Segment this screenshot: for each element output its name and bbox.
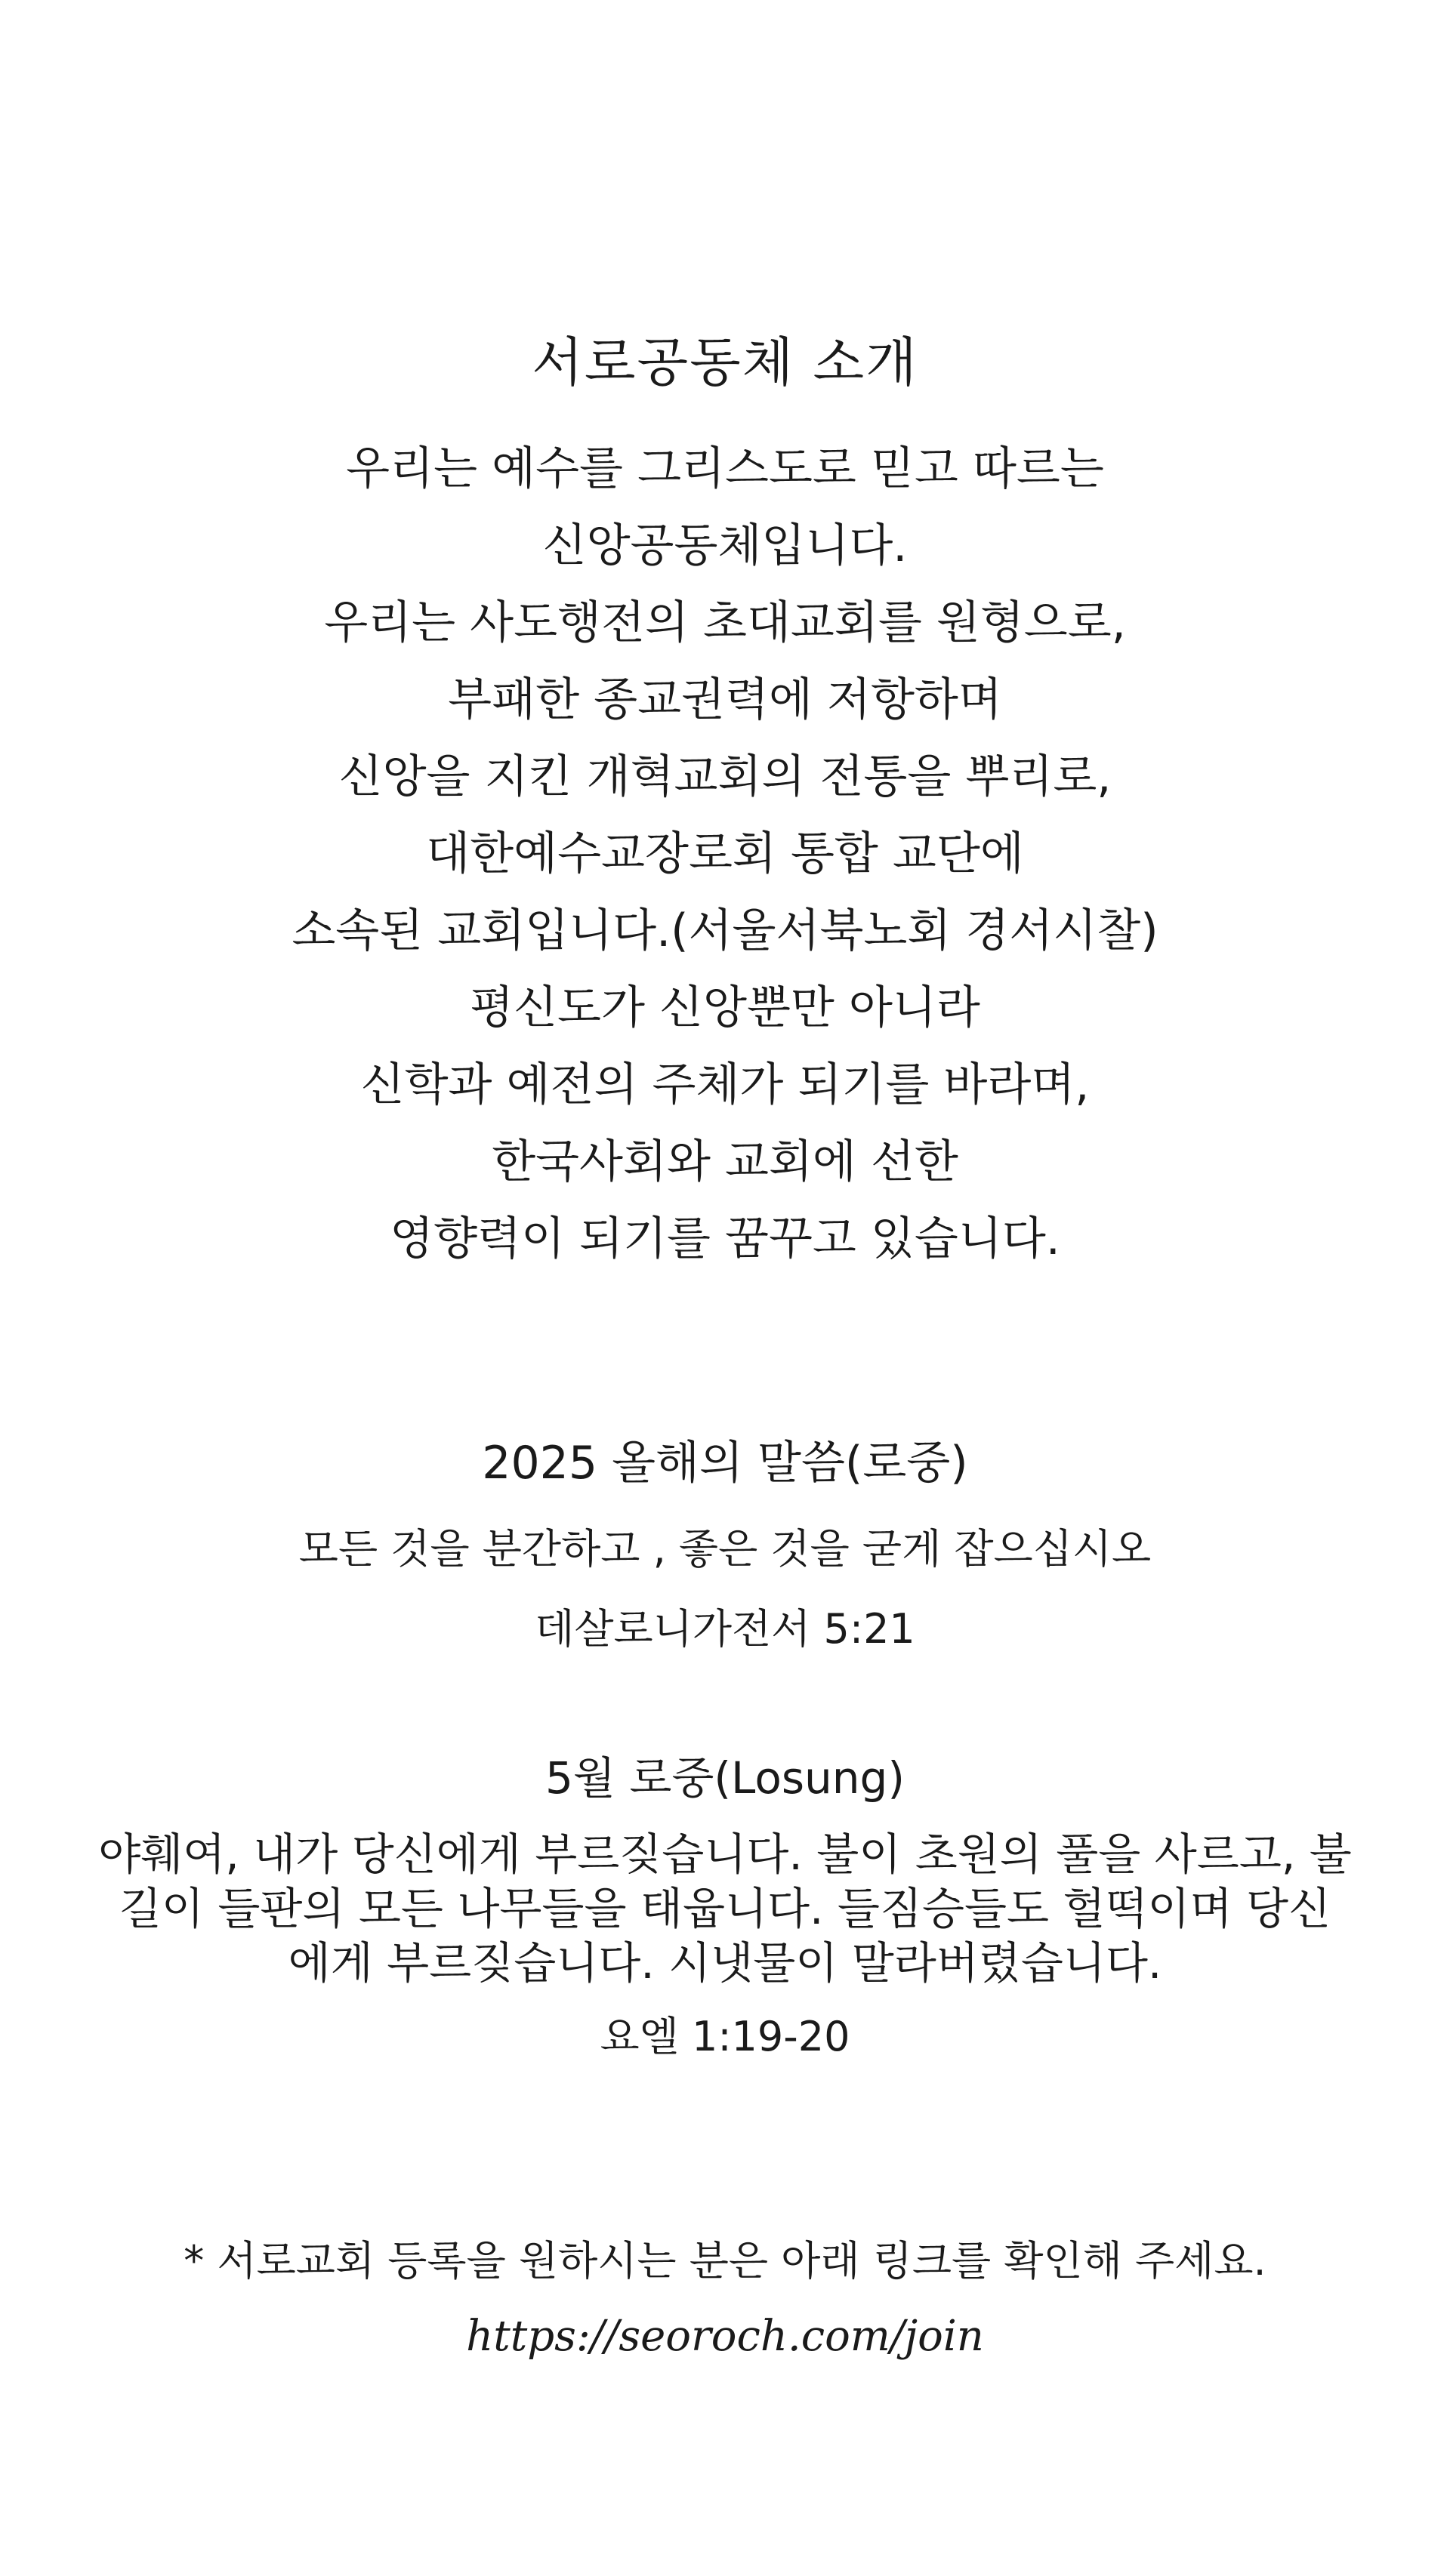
intro-line: 평신도가 신앙뿐만 아니라 xyxy=(470,981,980,1034)
year-verse-title: 2025 올해의 말씀(로중) xyxy=(482,1437,968,1490)
intro-line: 대한예수교장로회 통합 교단에 xyxy=(426,827,1024,880)
intro-line: 영향력이 되기를 꿈꾸고 있습니다. xyxy=(390,1213,1060,1265)
intro-line: 신학과 예전의 주체가 되기를 바라며, xyxy=(360,1058,1090,1111)
intro-line: 신앙을 지킨 개혁교회의 전통을 뿌리로, xyxy=(338,750,1112,803)
intro-line: 소속된 교회입니다.(서울서북노회 경서시찰) xyxy=(292,904,1158,957)
intro-line: 신앙공동체입니다. xyxy=(542,519,908,572)
intro-title: 서로공동체 소개 xyxy=(532,331,918,393)
monthly-losung-title: 5월 로중(Losung) xyxy=(545,1752,905,1804)
intro-line: 우리는 사도행전의 초대교회를 원형으로, xyxy=(324,596,1126,649)
intro-line: 부패한 종교권력에 저항하며 xyxy=(448,673,1002,726)
intro-line: 우리는 예수를 그리스도로 믿고 따르는 xyxy=(346,442,1104,495)
monthly-losung-text: 야훼여, 내가 당신에게 부르짖습니다. 불이 초원의 풀을 사르고, 불길이 들판의 모든 나무들을 태웁니다. 들짐승들도 헐떡이며 당신에게 부르짖습니다. 시냇물이 말라버렸습니다. xyxy=(98,1829,1352,1989)
monthly-losung-reference: 요엘 1:19-20 xyxy=(600,2013,850,2060)
year-verse-text: 모든 것을 분간하고 , 좋은 것을 굳게 잡으십시오 xyxy=(298,1525,1152,1573)
intro-line: 한국사회와 교회에 선한 xyxy=(492,1135,958,1188)
year-verse-reference: 데살로니가전서 5:21 xyxy=(535,1605,915,1653)
registration-notice: * 서로교회 등록을 원하시는 분은 아래 링크를 확인해 주세요. xyxy=(184,2237,1266,2285)
intro-body xyxy=(0,430,1450,1277)
registration-link[interactable]: https://seoroch.com/join xyxy=(466,2312,984,2361)
